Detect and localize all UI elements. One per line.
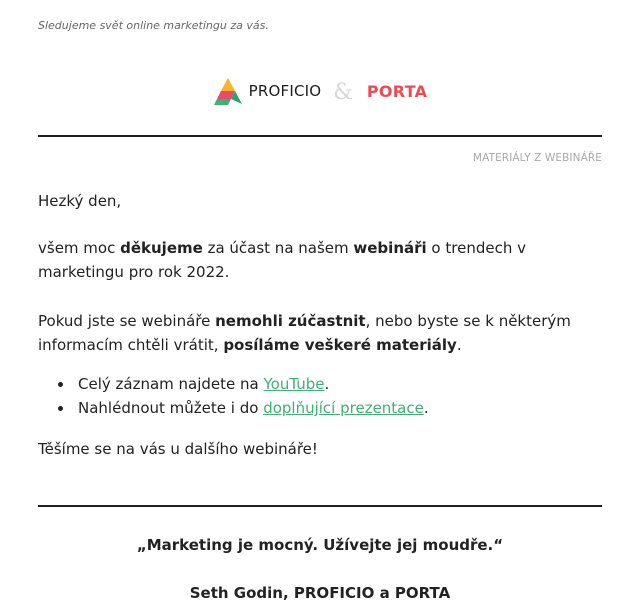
youtube-link[interactable]: YouTube <box>263 375 325 393</box>
paragraph-thanks-text-2: za účast na našem <box>202 239 354 257</box>
list-item-text: Celý záznam najdete na <box>78 375 264 393</box>
proficio-logo[interactable] <box>213 77 322 105</box>
section-label: MATERIÁLY Z WEBINÁŘE <box>472 152 602 164</box>
paragraph-thanks-text-1: všem moc <box>38 239 121 257</box>
list-item-punctuation: . <box>423 399 429 417</box>
paragraph-thanks-bold-2: webináři <box>353 239 427 257</box>
paragraph-materials-bold-1: nemohli zúčastnit <box>215 312 366 330</box>
paragraph-materials-bold-2: posíláme veškeré materiály <box>223 336 457 354</box>
list-item-text: Nahlédnout můžete i do <box>78 399 264 417</box>
top-divider <box>38 135 602 137</box>
proficio-logo-icon <box>213 77 243 105</box>
materials-list <box>58 372 598 420</box>
footer-signature: Seth Godin, PROFICIO a PORTA <box>189 584 451 600</box>
paragraph-thanks-bold-1: děkujeme <box>120 239 203 257</box>
ampersand-separator: & <box>333 79 353 105</box>
greeting: Hezký den, <box>38 192 122 210</box>
paragraph-thanks-text-3: o trendech v marketingu pro rok 2022. <box>38 239 526 281</box>
porta-logo[interactable]: PORTA <box>366 81 428 101</box>
logo-header <box>0 74 640 108</box>
bottom-divider <box>38 505 602 507</box>
presentation-link[interactable]: doplňující prezentace <box>263 399 424 417</box>
list-item <box>58 372 598 396</box>
paragraph-thanks <box>38 236 602 284</box>
list-item-punctuation: . <box>324 375 330 393</box>
preheader-text: Sledujeme svět online marketingu za vás. <box>38 19 269 32</box>
list-item <box>58 396 598 420</box>
paragraph-materials-text-2: , nebo byste se k některým informacím chtěli vrátit, <box>38 312 571 354</box>
closing-text: Těšíme se na vás u dalšího webináře! <box>38 440 318 458</box>
paragraph-materials-text-3: . <box>456 336 462 354</box>
proficio-logo-text: PROFICIO <box>248 82 322 100</box>
footer-quote: „Marketing je mocný. Užívejte jej moudře.“ <box>136 536 504 554</box>
paragraph-materials <box>38 309 602 357</box>
paragraph-materials-text-1: Pokud jste se webináře <box>38 312 216 330</box>
